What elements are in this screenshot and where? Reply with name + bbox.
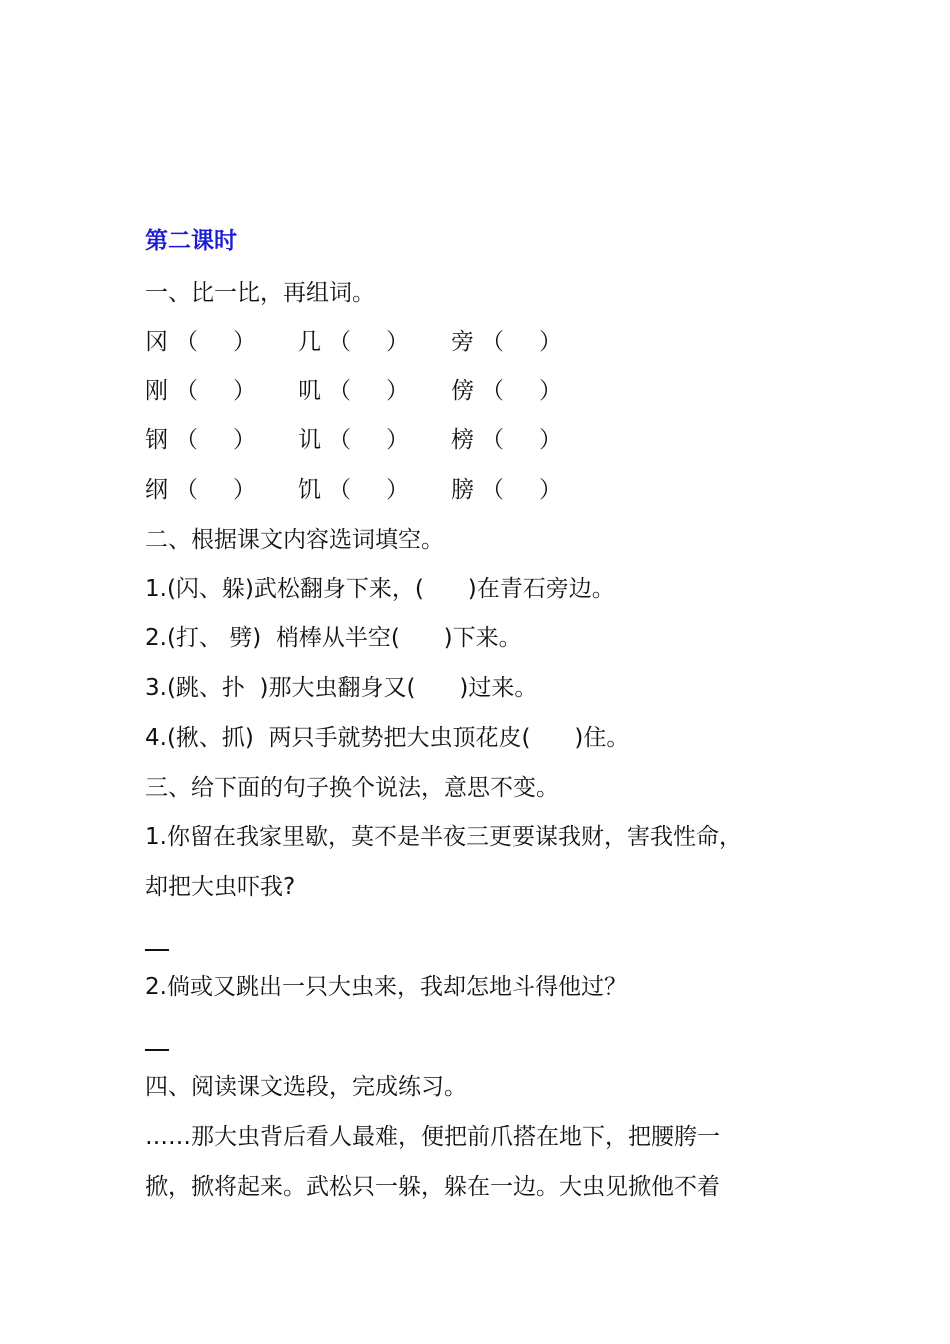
rewrite-question-2: 2.倘或又跳出一只大虫来，我却怎地斗得他过？ [145,974,627,1000]
fill-item: 4.(揪、抓) 两只手就势把大虫顶花皮( )住。 [145,725,630,751]
open-paren: （ [328,329,351,355]
compare-cell [298,475,409,505]
close-paren: ） [233,329,256,355]
close-paren: ） [539,378,562,404]
section2-title: 二、根据课文内容选词填空。 [145,527,444,553]
lesson-heading: 第二课时 [145,228,237,254]
compare-char: 叽 [298,378,321,404]
close-paren: ） [539,329,562,355]
answer-line [145,949,169,951]
compare-cell [298,425,409,455]
close-paren: ） [233,378,256,404]
close-paren: ） [233,477,256,503]
compare-char: 钢 [145,427,168,453]
compare-cell [451,376,562,406]
open-paren: （ [481,477,504,503]
open-paren: （ [481,329,504,355]
close-paren: ） [233,427,256,453]
section1-title: 一、比一比，再组词。 [145,280,375,306]
compare-char: 膀 [451,477,474,503]
close-paren: ） [386,329,409,355]
compare-cell [298,327,409,357]
compare-char: 刚 [145,378,168,404]
close-paren: ） [539,427,562,453]
compare-cell [451,425,562,455]
reading-paragraph-line2: 掀，掀将起来。武松只一躲，躲在一边。大虫见掀他不着 [145,1174,720,1200]
open-paren: （ [481,378,504,404]
rewrite-question-1-line2: 却把大虫吓我? [145,874,296,900]
compare-cell [145,327,256,357]
open-paren: （ [328,427,351,453]
close-paren: ） [386,477,409,503]
fill-item: 2.(打、 劈) 梢棒从半空( )下来。 [145,625,522,651]
compare-cell [451,327,562,357]
compare-cell [298,376,409,406]
open-paren: （ [328,378,351,404]
open-paren: （ [175,477,198,503]
compare-char: 榜 [451,427,474,453]
compare-char: 几 [298,329,321,355]
close-paren: ） [386,427,409,453]
compare-char: 傍 [451,378,474,404]
open-paren: （ [328,477,351,503]
compare-cell [145,376,256,406]
open-paren: （ [175,427,198,453]
close-paren: ） [386,378,409,404]
compare-char: 讥 [298,427,321,453]
open-paren: （ [481,427,504,453]
compare-char: 冈 [145,329,168,355]
section3-title: 三、给下面的句子换个说法，意思不变。 [145,775,559,801]
compare-char: 饥 [298,477,321,503]
compare-cell [145,425,256,455]
open-paren: （ [175,329,198,355]
fill-item: 3.(跳、扑 )那大虫翻身又( )过来。 [145,675,538,701]
reading-paragraph-line1: ……那大虫背后看人最难，便把前爪搭在地下，把腰胯一 [145,1124,720,1150]
rewrite-question-1-line1: 1.你留在我家里歇，莫不是半夜三更要谋我财，害我性命， [145,824,742,850]
fill-item: 1.(闪、躲)武松翻身下来，( )在青石旁边。 [145,576,615,602]
open-paren: （ [175,378,198,404]
compare-char: 旁 [451,329,474,355]
compare-char: 纲 [145,477,168,503]
answer-line [145,1049,169,1051]
compare-cell [451,475,562,505]
section4-title: 四、阅读课文选段，完成练习。 [145,1074,467,1100]
compare-cell [145,475,256,505]
close-paren: ） [539,477,562,503]
